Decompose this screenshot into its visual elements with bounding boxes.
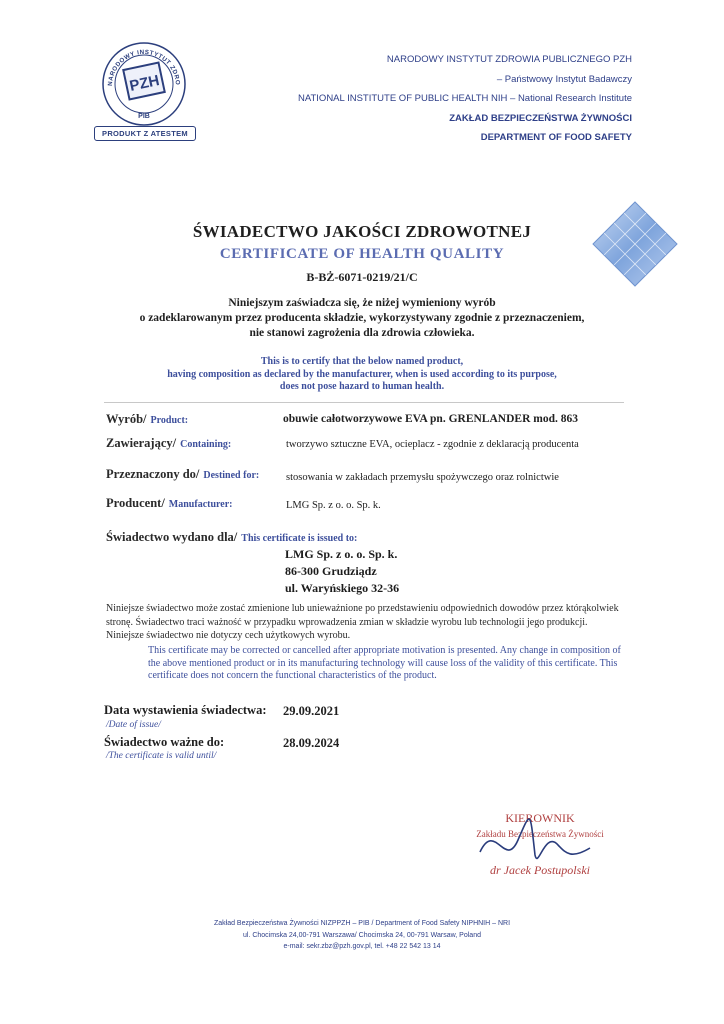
page-footer — [0, 918, 724, 953]
product-value: obuwie całotworzywowe EVA pn. GRENLANDER mod. 863 — [283, 413, 578, 425]
pzh-seal-icon — [88, 38, 200, 128]
logo-pib: PIB — [138, 113, 150, 120]
stamp-signature-icon — [440, 800, 630, 880]
valid-date-value: 28.09.2024 — [283, 736, 340, 750]
separator-line — [104, 402, 624, 403]
valid-date-label: Świadectwo ważne do: — [104, 735, 225, 749]
pzh-logo — [88, 38, 200, 142]
notice-english: This certificate may be corrected or cancelled after appropriate motivation is presented. Any change in composition of the above mentioned product or in its manufacturing technology will cause loss of the validity of this certificate. This certificate does not concern the functional characteristics of the product. — [148, 645, 621, 681]
issue-date-label: Data wystawienia świadectwa: — [104, 703, 267, 717]
containing-label — [106, 436, 231, 451]
address-line: ul. Waryńskiego 32-36 — [285, 581, 400, 595]
institute-line-5: DEPARTMENT OF FOOD SAFETY — [480, 132, 632, 143]
containing-value: tworzywo sztuczne EVA, ocieplacz - zgodnie z deklaracją producenta — [286, 439, 579, 450]
intro-pl-line: Niniejszym zaświadcza się, że niżej wymieniony wyrób — [228, 297, 496, 309]
institute-line-2: – Państwowy Instytut Badawczy — [496, 73, 632, 85]
intro-en-line: This is to certify that the below named product, — [260, 356, 464, 367]
issue-date-value: 29.09.2021 — [283, 704, 340, 718]
intro-english — [0, 356, 724, 394]
product-label — [106, 412, 188, 427]
manufacturer-value: LMG Sp. z o. o. Sp. k. — [286, 500, 381, 511]
manufacturer-label-pl: Producent/ — [106, 496, 165, 510]
intro-en-line: does not pose hazard to human health. — [279, 381, 445, 392]
title-polish: ŚWIADECTWO JAKOŚCI ZDROWOTNEJ — [192, 222, 532, 241]
institute-line-3: NATIONAL INSTITUTE OF PUBLIC HEALTH NIH – National Research Institute — [298, 93, 632, 104]
manufacturer-label — [106, 496, 232, 511]
destined-label-en: Destined for: — [203, 470, 260, 481]
intro-pl-line: nie stanowi zagrożenia dla zdrowia człowieka. — [249, 327, 475, 339]
intro-en-line: having composition as declared by the manufacturer, when is used according to its purpose, — [167, 368, 557, 380]
institute-line-4: ZAKŁAD BEZPIECZEŃSTWA ŻYWNOŚCI — [449, 112, 632, 124]
logo-ring-text: NARODOWY INSTYTUT ZDRO — [106, 48, 182, 87]
certificate-number: B-BŻ-6071-0219/21/C — [306, 270, 418, 284]
institute-header — [298, 50, 632, 148]
logo-letters: PZH — [128, 72, 161, 95]
valid-date-sublabel: /The certificate is valid until/ — [106, 751, 217, 761]
product-label-en: Product: — [150, 415, 189, 426]
footer-line: Zakład Bezpieczeństwa Żywności NIZPPZH – PIB / Department of Food Safety NIPHNIH – NRI — [213, 920, 511, 927]
issued-to-address — [285, 546, 399, 597]
intro-pl-line: o zadeklarowanym przez producenta składzie, wykorzystywany zgodnie z przeznaczeniem, — [139, 312, 585, 324]
issued-to-label-en: This certificate is issued to: — [241, 533, 358, 544]
intro-polish — [0, 296, 724, 341]
issue-date-sublabel: /Date of issue/ — [106, 720, 161, 730]
official-stamp — [440, 800, 630, 880]
stamp-unit: Zakładu Bezpieczeństwa Żywności — [476, 829, 604, 839]
destined-label-pl: Przeznaczony do/ — [106, 467, 200, 481]
institute-line-1: NARODOWY INSTYTUT ZDROWIA PUBLICZNEGO PZH — [386, 54, 632, 65]
address-line: LMG Sp. z o. o. Sp. k. — [285, 547, 398, 561]
footer-line: ul. Chocimska 24,00-791 Warszawa/ Chocimska 24, 00-791 Warsaw, Poland — [243, 931, 481, 939]
manufacturer-label-en: Manufacturer: — [168, 499, 233, 510]
containing-label-en: Containing: — [180, 439, 232, 450]
stamp-title: KIEROWNIK — [505, 811, 575, 825]
issued-to-label — [106, 530, 357, 545]
issued-to-label-pl: Świadectwo wydano dla/ — [106, 530, 238, 544]
product-label-pl: Wyrób/ — [106, 412, 147, 426]
footer-line: e-mail: sekr.zbz@pzh.gov.pl, tel. +48 22 542 13 14 — [283, 943, 441, 950]
title-english: CERTIFICATE OF HEALTH QUALITY — [219, 246, 505, 262]
stamp-name: dr Jacek Postupolski — [490, 863, 590, 877]
destined-value: stosowania w zakładach przemysłu spożywczego oraz rolnictwie — [286, 472, 559, 483]
address-line: 86-300 Grudziądz — [285, 564, 377, 578]
notice-polish: Niniejsze świadectwo może zostać zmienione lub unieważnione po przedstawieniu odpowiednich dowodów przez którąkolwiek stronę. Świadectwo traci ważność w przypadku wprowadzenia zmian w składzie wyrobu lub technologii jego produkcji. Niniejsze świadectwo nie dotyczy cech użytkowych wyrobu. — [106, 603, 619, 641]
logo-badge: PRODUKT Z ATESTEM — [94, 126, 196, 141]
containing-label-pl: Zawierający/ — [106, 436, 177, 450]
destined-label — [106, 467, 259, 482]
